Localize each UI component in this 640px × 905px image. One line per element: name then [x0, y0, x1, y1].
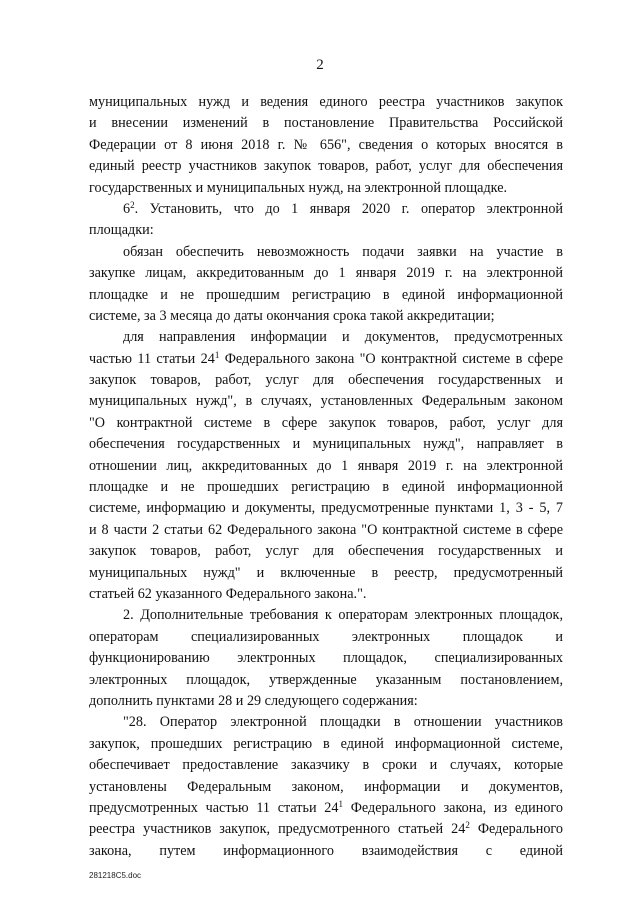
text-segment: системе, информацию и документы, предусмотренные пунктами 1, 3 - 5, 7 — [89, 500, 563, 517]
text-segment: государственных и муниципальных нужд, на электронной площадке. — [89, 179, 508, 196]
text-segment: Федерального закона, из единого — [342, 799, 563, 816]
text-line — [89, 627, 563, 648]
text-segment: "О контрактной системе в сфере закупок товаров, работ, услуг для — [89, 414, 563, 431]
text-line — [89, 605, 563, 626]
text-line — [89, 798, 563, 819]
text-line — [89, 563, 563, 584]
text-segment: обеспечения государственных и муниципальных нужд", направляет в — [89, 436, 563, 453]
text-line — [89, 819, 563, 840]
text-line — [89, 734, 563, 755]
text-line — [89, 242, 563, 263]
text-segment: Федерации от 8 июня 2018 г. № 656", сведения о которых вносятся в — [89, 136, 563, 153]
text-line — [89, 477, 563, 498]
text-segment: закона, путем информационного взаимодействия с единой — [89, 842, 563, 859]
text-segment: и 8 части 2 статьи 62 Федерального закона "О контрактной системе в сфере — [89, 521, 563, 538]
text-segment: . Установить, что до 1 января 2020 г. оператор электронной — [134, 200, 563, 217]
superscript: 2 — [465, 820, 470, 831]
superscript: 1 — [338, 798, 343, 809]
text-segment: системе, за 3 месяца до даты окончания срока такой аккредитации; — [89, 307, 495, 324]
text-segment: частью 11 статьи 24 — [89, 350, 215, 367]
superscript: 1 — [214, 349, 220, 360]
text-segment: электронных площадок, утвержденные указанным постановлением, — [89, 671, 563, 688]
text-segment: реестра участников закупок, предусмотренного статьей 24 — [89, 821, 466, 838]
text-line — [89, 135, 563, 156]
text-segment: 6 — [123, 200, 131, 217]
text-segment: муниципальных нужд и ведения единого реестра участников закупок — [89, 94, 563, 110]
text-line — [89, 285, 563, 306]
text-line — [89, 691, 563, 712]
page-number: 2 — [316, 57, 324, 73]
text-line — [89, 391, 563, 412]
text-segment: и внесении изменений в постановление Правительства Российской — [89, 115, 563, 132]
text-segment: закупок, прошедших регистрацию в единой информационной системе, — [89, 735, 563, 752]
superscript: 2 — [130, 199, 135, 210]
text-line — [89, 777, 563, 798]
text-line — [89, 670, 563, 691]
text-line — [89, 520, 563, 541]
text-line — [89, 156, 563, 177]
text-segment: площадки: — [89, 222, 154, 239]
text-line — [89, 434, 563, 455]
text-line — [89, 113, 563, 134]
text-segment: дополнить пунктами 28 и 29 следующего содержания: — [89, 692, 418, 709]
text-segment: единый реестр участников закупок товаров, работ, услуг для обеспечения — [89, 158, 563, 175]
text-segment: "28. Оператор электронной площадки в отношении участников — [123, 714, 563, 731]
text-segment: площадке и не прошедших регистрацию в единой информационной — [89, 479, 563, 496]
text-segment: отношении лиц, аккредитованных до 1 января 2019 г. на электронной — [89, 457, 563, 474]
text-segment: статьей 62 указанного Федерального закона.". — [89, 585, 367, 602]
text-line — [89, 712, 563, 733]
text-segment: обеспечивает предоставление заказчику в сроки и случаях, которые — [89, 757, 563, 774]
text-line — [89, 370, 563, 391]
text-line — [89, 498, 563, 519]
text-line — [89, 841, 563, 862]
text-segment: операторам специализированных электронных площадок и — [89, 628, 563, 645]
text-segment: закупок товаров, работ, услуг для обеспечения государственных и — [89, 372, 563, 389]
text-segment: Федерального закона "О контрактной системе в сфере — [219, 350, 563, 367]
text-line — [89, 178, 563, 199]
text-segment: обязан обеспечить невозможность подачи заявки на участие в — [123, 243, 563, 260]
text-line — [89, 199, 563, 220]
text-line — [89, 327, 563, 348]
text-segment: функционированию электронных площадок, специализированных — [89, 650, 563, 667]
text-line — [89, 584, 563, 605]
text-segment: установлены Федеральным законом, информации и документов, — [89, 778, 563, 795]
file-name-footer: 281218C5.doc — [89, 871, 142, 880]
text-segment: муниципальных нужд" и включенные в реестр, предусмотренный — [89, 564, 563, 581]
text-segment: предусмотренных частью 11 статьи 24 — [89, 799, 339, 816]
text-line — [89, 755, 563, 776]
text-line — [89, 92, 563, 113]
text-line — [89, 648, 563, 669]
document-body — [89, 92, 563, 862]
text-line — [89, 413, 563, 434]
text-line — [89, 306, 563, 327]
text-segment: 2. Дополнительные требования к операторам электронных площадок, — [123, 607, 563, 624]
text-segment: Федерального — [469, 821, 563, 838]
text-line — [89, 456, 563, 477]
text-segment: для направления информации и документов, предусмотренных — [123, 329, 563, 346]
text-line — [89, 263, 563, 284]
text-line — [89, 349, 563, 370]
text-segment: площадке и не прошедшим регистрацию в единой информационной — [89, 286, 563, 303]
text-line — [89, 220, 563, 241]
text-segment: закупок товаров, работ, услуг для обеспечения государственных и — [89, 543, 563, 560]
text-segment: муниципальных нужд", в случаях, установленных Федеральным законом — [89, 393, 563, 410]
text-segment: закупке лицам, аккредитованным до 1 января 2019 г. на электронной — [89, 265, 563, 282]
text-line — [89, 541, 563, 562]
